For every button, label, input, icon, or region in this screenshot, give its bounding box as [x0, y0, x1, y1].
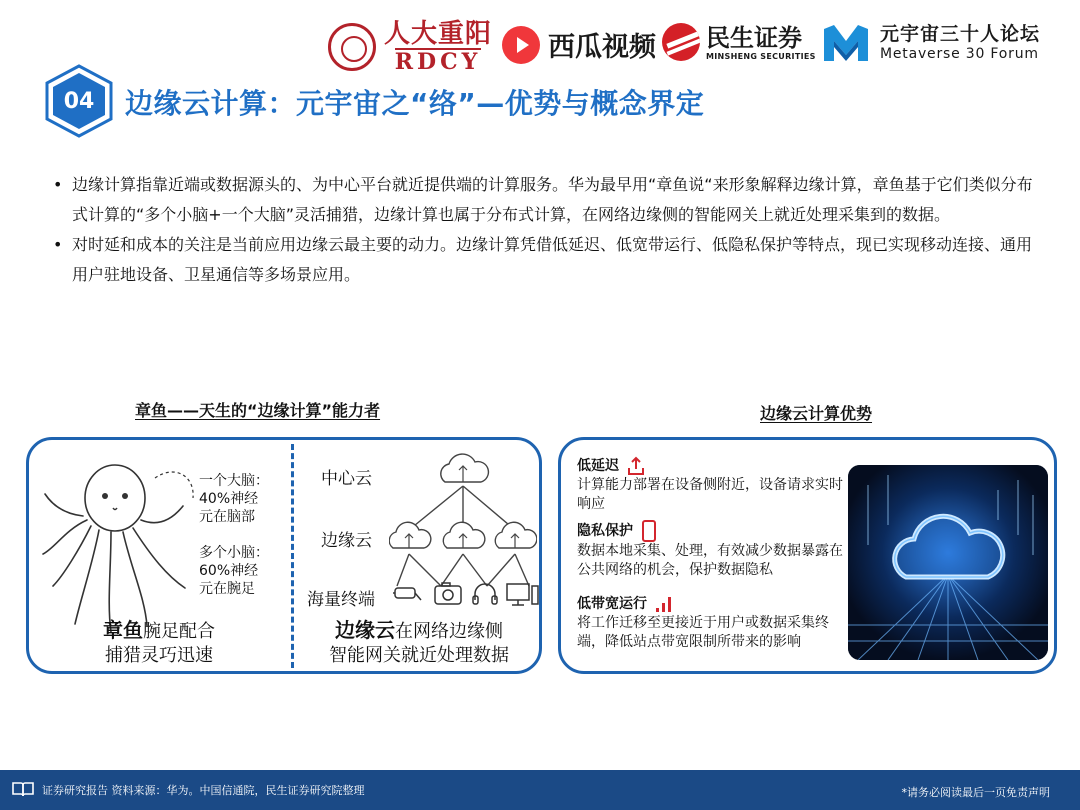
signal-bars-icon — [655, 595, 673, 613]
right-section-title: 边缘云计算优势 — [760, 404, 873, 423]
section-number-badge — [45, 64, 113, 142]
small-brains-label: 多个小脑： 60%神经 元在腕足 — [199, 545, 269, 597]
camera-icon — [435, 583, 461, 604]
footer-bar — [0, 770, 1080, 810]
rdcy-seal-icon — [328, 23, 376, 71]
bullet-item — [50, 170, 1035, 230]
m-logo-icon — [822, 23, 870, 63]
big-brain-label: 一个大脑： 40%神经 元在脑部 — [199, 473, 269, 525]
phone-icon — [641, 520, 657, 542]
section-number: 04 — [63, 88, 95, 114]
xigua-logo — [502, 25, 656, 64]
headphones-icon — [473, 584, 497, 604]
advantage-title: 低带宽运行 — [577, 596, 647, 612]
terminal-devices-icons — [393, 580, 541, 610]
page-title: 边缘云计算：元宇宙之“络”—优势与概念界定 — [125, 87, 705, 120]
bullet-dot-icon: • — [53, 235, 63, 254]
bullet-text: 对时延和成本的关注是当前应用边缘云最主要的动力。边缘计算凭借低延迟、低宽带运行、低隐私保护等特点，现已实现移动连接、通用用户驻地设备、卫星通信等多场景应用。 — [72, 235, 1033, 284]
rdcy-logo — [328, 20, 492, 74]
dashed-divider — [291, 444, 294, 668]
footer-disclaimer: *请务必阅读最后一页免责声明 — [901, 786, 1050, 799]
edge-cloud-label: 边缘云 — [321, 531, 372, 551]
bullet-item — [50, 230, 1035, 290]
minsheng-logo-cn: 民生证券 — [706, 23, 802, 52]
advantage-item — [577, 520, 847, 580]
left-section-title: 章鱼——天生的“边缘计算”能力者 — [135, 401, 381, 420]
play-icon — [502, 26, 540, 64]
advantage-item — [577, 456, 847, 514]
minsheng-logo-en: MINSHENG SECURITIES — [706, 51, 816, 61]
rdcy-logo-cn: 人大重阳 — [384, 19, 493, 49]
forum-logo-cn: 元宇宙三十人论坛 — [880, 23, 1041, 45]
minsheng-emblem-icon — [662, 23, 700, 61]
header-logos — [0, 18, 1080, 80]
bullet-dot-icon: • — [53, 175, 63, 194]
forum-logo — [822, 23, 1040, 63]
octopus-icon — [35, 458, 205, 638]
vr-glasses-icon — [393, 588, 421, 600]
center-cloud-label: 中心云 — [321, 469, 372, 489]
edge-cloud-caption: 边缘云在网络边缘侧 智能网关就近处理数据 — [329, 618, 509, 666]
advantage-description: 计算能力部署在设备侧附近，设备请求实时响应 — [577, 477, 843, 512]
bullet-text: 边缘计算指靠近端或数据源头的、为中心平台就近提供端的计算服务。华为最早用“章鱼说“来形象解释边缘计算，章鱼基于它们类似分布式计算的“多个小脑+一个大脑”灵活捕猎，边缘计算也属于分布式计算，在网络边缘侧的智能网关上就近处理采集到的数据。 — [72, 175, 1033, 224]
octopus-panel — [26, 437, 542, 674]
cloud-computing-image — [848, 465, 1048, 660]
advantage-title: 隐私保护 — [577, 523, 633, 539]
advantages-panel — [558, 437, 1057, 674]
advantage-item — [577, 594, 847, 652]
advantage-description: 将工作迁移至更接近于用户或数据采集终端，降低站点带宽限制所带来的影响 — [577, 615, 829, 650]
rdcy-logo-en: RDCY — [394, 49, 482, 75]
terminals-label: 海量终端 — [307, 590, 375, 610]
bullet-list — [50, 170, 1035, 290]
advantage-title: 低延迟 — [577, 458, 619, 474]
advantage-description: 数据本地采集、处理，有效减少数据暴露在公共网络的机会，保护数据隐私 — [577, 543, 843, 578]
book-icon — [12, 781, 34, 797]
computer-icon — [507, 584, 538, 605]
footer-source: 证券研究报告 资料来源：华为。中国信通院，民生证券研究院整理 — [42, 784, 365, 797]
xigua-logo-text: 西瓜视频 — [548, 32, 656, 63]
forum-logo-en: Metaverse 30 Forum — [880, 46, 1039, 62]
upload-icon — [627, 456, 645, 476]
octopus-caption: 章鱼腕足配合 捕猎灵巧迅速 — [103, 618, 215, 666]
minsheng-logo — [662, 23, 816, 61]
digital-cloud-icon — [848, 465, 1048, 660]
